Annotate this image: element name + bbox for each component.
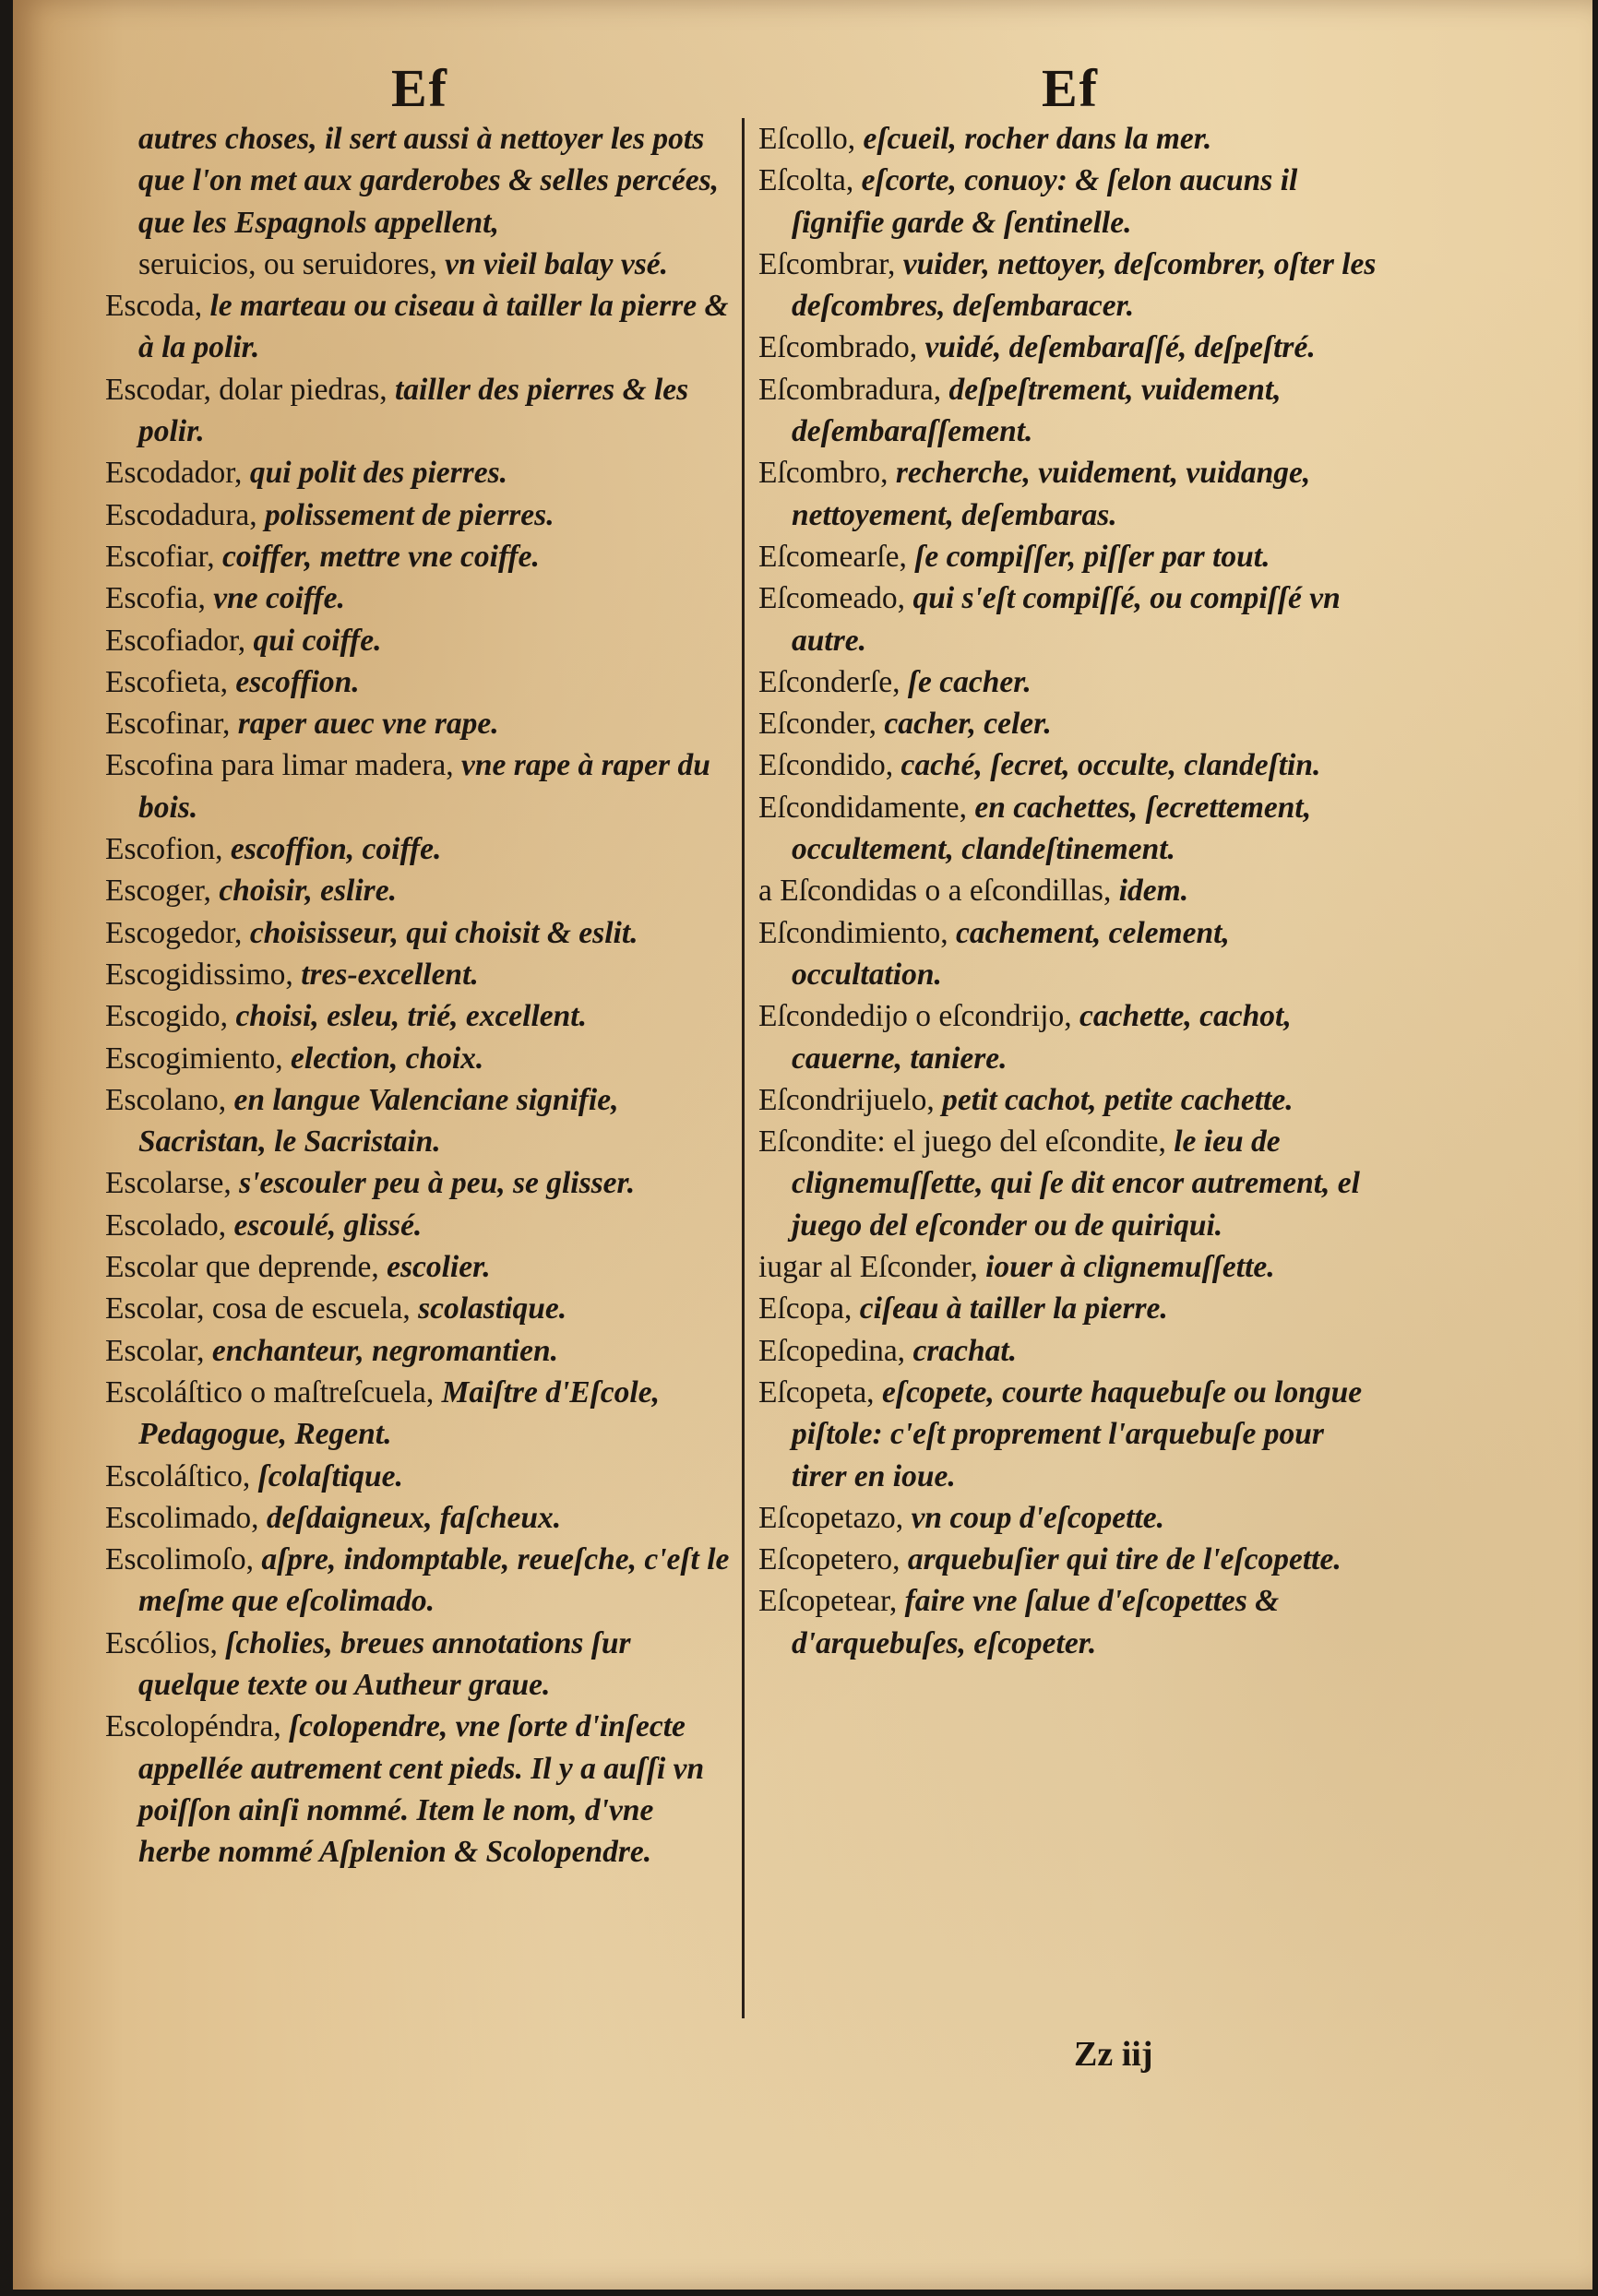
dictionary-page: [13, 0, 1592, 2290]
dictionary-entry: [758, 452, 1377, 536]
dictionary-entry: [758, 327, 1377, 368]
entry-headword: Eſcombradura,: [758, 372, 949, 407]
entry-translation: vne rape à raper du bois.: [138, 748, 710, 825]
entry-headword: Escolano,: [105, 1082, 234, 1117]
entry-translation: deſpeſtrement, vuidement, deſembaraſſement.: [792, 372, 1282, 449]
dictionary-entry: [105, 1456, 733, 1497]
dictionary-entry: [105, 870, 733, 911]
entry-headword: Eſcopa,: [758, 1291, 860, 1326]
entry-headword: Escodar, dolar piedras,: [105, 372, 395, 407]
entry-headword: Eſcomeado,: [758, 581, 913, 616]
entry-headword: Escolarse,: [105, 1166, 240, 1201]
entry-translation: le marteau ou ciseau à tailler la pierre & à la polir.: [138, 289, 729, 365]
entry-translation: choisi, esleu, trié, excellent.: [235, 999, 587, 1034]
entry-translation: ſcolaſtique.: [257, 1458, 403, 1493]
entry-headword: Escofiador,: [105, 623, 254, 658]
dictionary-entry: [105, 995, 733, 1037]
entry-translation: ſcholies, breues annotations ſur quelque texte ou Autheur graue.: [138, 1625, 631, 1702]
entry-translation: iouer à clignemuſſette.: [985, 1250, 1275, 1285]
dictionary-entry: [758, 1372, 1377, 1497]
entry-translation: en langue Valenciane signifie, Sacristan, le Sacristain.: [138, 1082, 619, 1160]
entry-translation: aſpre, indomptable, reueſche, c'eſt le meſme que eſcolimado.: [138, 1542, 730, 1619]
entry-headword: Eſcopetazo,: [758, 1500, 912, 1535]
entry-translation: escoffion, coiffe.: [230, 832, 442, 867]
column-divider: [742, 118, 745, 2018]
entry-headword: Eſcondido,: [758, 748, 901, 783]
entry-translation: qui polit des pierres.: [249, 456, 507, 491]
entry-translation: tailler des pierres & les polir.: [138, 372, 689, 449]
dictionary-entry: [105, 703, 733, 744]
dictionary-entry: [105, 661, 733, 703]
entry-translation: crachat.: [912, 1333, 1018, 1368]
dictionary-entry: [758, 1330, 1377, 1372]
dictionary-entry: [758, 1246, 1377, 1288]
entry-translation: caché, ſecret, occulte, clandeſtin.: [900, 748, 1321, 783]
dictionary-entry: [758, 160, 1377, 244]
dictionary-entry: [105, 1288, 733, 1329]
dictionary-entry: [105, 494, 733, 536]
entry-headword: seruicios, ou seruidores,: [138, 246, 446, 281]
entry-translation: le ieu de clignemuſſette, qui ſe dit encor autrement, el juego del eſconder ou de quiriqui.: [792, 1124, 1360, 1243]
entry-headword: Eſcomearſe,: [758, 539, 915, 574]
entry-translation: cachette, cachot, cauerne, taniere.: [792, 999, 1292, 1076]
entry-translation: ſe cacher.: [907, 664, 1032, 699]
entry-headword: Escoláſtico,: [105, 1458, 258, 1493]
entry-translation: escolier.: [387, 1250, 491, 1285]
dictionary-entry: [105, 577, 733, 619]
dictionary-entry: [758, 1079, 1377, 1121]
entry-headword: Escofion,: [105, 832, 231, 867]
dictionary-entry: [105, 1246, 733, 1288]
dictionary-entry: [105, 1079, 733, 1163]
entry-translation: enchanteur, negromantien.: [211, 1333, 558, 1368]
dictionary-entry: [758, 1497, 1377, 1539]
entry-translation: faire vne ſalue d'eſcopettes & d'arquebuſes, eſcopeter.: [792, 1584, 1280, 1660]
dictionary-entry: [105, 954, 733, 995]
dictionary-entry: [105, 1372, 733, 1456]
dictionary-entry: [758, 118, 1377, 160]
entry-translation: tres-excellent.: [301, 957, 479, 992]
dictionary-entry: [105, 1623, 733, 1707]
entry-headword: Escogedor,: [105, 915, 250, 950]
entry-headword: Escolopéndra,: [105, 1709, 290, 1744]
entry-headword: Eſcombrar,: [758, 246, 903, 281]
right-column: [758, 118, 1377, 1664]
entry-translation: arquebuſier qui tire de l'eſcopette.: [907, 1542, 1342, 1577]
entry-headword: Escolimoſo,: [105, 1542, 262, 1577]
entry-translation: deſdaigneux, faſcheux.: [266, 1500, 562, 1535]
entry-translation: ſe compiſſer, piſſer par tout.: [914, 539, 1270, 574]
entry-headword: Escodador,: [105, 456, 250, 491]
entry-translation: polissement de pierres.: [265, 497, 555, 532]
entry-translation: s'escouler peu à peu, se glisser.: [239, 1166, 636, 1201]
entry-headword: Eſcopetear,: [758, 1584, 905, 1619]
running-head-right: Ef: [1042, 58, 1099, 118]
entry-translation: escoulé, glissé.: [233, 1207, 423, 1243]
entry-headword: Escodadura,: [105, 497, 266, 532]
entry-translation: vuidé, deſembaraſſé, deſpeſtré.: [924, 330, 1316, 365]
entry-translation: recherche, vuidement, vuidange, nettoyement, deſembaras.: [792, 456, 1311, 532]
dictionary-entry: [105, 1539, 733, 1623]
entry-translation: petit cachot, petite cachette.: [942, 1082, 1294, 1117]
dictionary-entry: [758, 244, 1377, 327]
entry-headword: Escolimado,: [105, 1500, 267, 1535]
dictionary-entry: [105, 1205, 733, 1246]
entry-translation: eſcopete, courte haquebuſe ou longue piſtole: c'eſt proprement l'arquebuſe pour tirer en ioue.: [792, 1374, 1363, 1493]
entry-translation: escoffion.: [235, 664, 360, 699]
dictionary-entry: [105, 369, 733, 453]
dictionary-entry: [105, 1497, 733, 1539]
entry-headword: Eſcondidamente,: [758, 790, 975, 825]
entry-headword: Eſcopetero,: [758, 1542, 908, 1577]
entry-headword: Eſcondrijuelo,: [758, 1082, 943, 1117]
entry-headword: Escoger,: [105, 874, 220, 909]
entry-headword: Eſcopedina,: [758, 1333, 913, 1368]
dictionary-entry: [105, 828, 733, 870]
entry-translation: election, choix.: [290, 1041, 484, 1076]
entry-headword: Eſcopeta,: [758, 1374, 882, 1410]
entry-translation: choisir, eslire.: [219, 874, 397, 909]
entry-headword: a Eſcondidas o a eſcondillas,: [758, 874, 1119, 909]
dictionary-entry: [758, 744, 1377, 786]
dictionary-entry: [105, 1162, 733, 1204]
entry-headword: Escofiar,: [105, 539, 223, 574]
dictionary-entry: [758, 870, 1377, 911]
dictionary-entry: [758, 787, 1377, 871]
dictionary-entry: [105, 452, 733, 494]
dictionary-entry: [758, 995, 1377, 1079]
entry-translation: cachement, celement, occultation.: [792, 915, 1230, 992]
entry-translation: vn coup d'eſcopette.: [911, 1500, 1164, 1535]
dictionary-entry: [758, 661, 1377, 703]
dictionary-entry: [105, 912, 733, 954]
entry-translation: Maiſtre d'Eſcole, Pedagogue, Regent.: [138, 1374, 660, 1452]
entry-translation: vn vieil balay vsé.: [445, 246, 669, 281]
entry-translation: choisisseur, qui choisit & eslit.: [249, 915, 638, 950]
entry-headword: Escoda,: [105, 289, 210, 324]
entry-headword: Escolar,: [105, 1333, 212, 1368]
entry-headword: Eſconder,: [758, 707, 885, 742]
entry-headword: Escólios,: [105, 1625, 226, 1660]
entry-translation: ciſeau à tailler la pierre.: [859, 1291, 1168, 1326]
entry-headword: Eſcollo,: [758, 122, 864, 156]
entry-translation: coiffer, mettre vne coiffe.: [222, 539, 540, 574]
entry-headword: Eſconderſe,: [758, 664, 908, 699]
entry-headword: Escofieta,: [105, 664, 236, 699]
entry-translation: autres choses, il sert aussi à nettoyer les pots que l'on met aux garderobes & selles percées, que les Espagnols appellent,: [138, 122, 719, 240]
dictionary-entry: [105, 536, 733, 577]
dictionary-entry: [758, 369, 1377, 453]
entry-headword: Eſcombro,: [758, 456, 896, 491]
entry-headword: Escoláſtico o maſtreſcuela,: [105, 1374, 442, 1410]
entry-translation: en cachettes, ſecrettement, occultement, clandeſtinement.: [792, 790, 1312, 867]
dictionary-entry: [758, 577, 1377, 661]
dictionary-entry: [105, 1038, 733, 1079]
entry-translation: vuider, nettoyer, deſcombrer, oſter les deſcombres, deſembaracer.: [792, 246, 1377, 324]
dictionary-entry: [758, 1539, 1377, 1580]
dictionary-entry: [758, 912, 1377, 996]
entry-headword: Eſcondedijo o eſcondrijo,: [758, 999, 1079, 1034]
dictionary-entry: [758, 536, 1377, 577]
dictionary-entry: [105, 244, 733, 285]
dictionary-entry: [758, 1288, 1377, 1329]
entry-translation: eſcueil, rocher dans la mer.: [863, 122, 1212, 156]
dictionary-entry: [105, 744, 733, 828]
dictionary-entry: [105, 1330, 733, 1372]
entry-headword: Eſcondimiento,: [758, 915, 956, 950]
entry-translation: scolastique.: [418, 1291, 567, 1326]
dictionary-entry: [758, 703, 1377, 744]
entry-headword: Eſcolta,: [758, 163, 862, 198]
entry-headword: Escofinar,: [105, 707, 238, 742]
dictionary-entry: [105, 285, 733, 369]
left-column: [105, 118, 733, 1873]
entry-headword: Escogimiento,: [105, 1041, 291, 1076]
entry-headword: Escofina para limar madera,: [105, 748, 461, 783]
entry-translation: cacher, celer.: [884, 707, 1052, 742]
entry-headword: Eſcondite: el juego del eſcondite,: [758, 1124, 1175, 1160]
running-head-left: Ef: [391, 58, 448, 118]
dictionary-entry: [105, 1706, 733, 1873]
entry-headword: Escogido,: [105, 999, 236, 1034]
dictionary-entry: [758, 1580, 1377, 1664]
entry-translation: ſcolopendre, vne ſorte d'inſecte appellée autrement cent pieds. Il y a auſſi vn poiſſon ainſi nommé. Item le nom, d'vne herbe nommé Aſplenion & Scolopendre.: [138, 1709, 705, 1870]
dictionary-entry: [105, 620, 733, 661]
entry-headword: Escofia,: [105, 581, 214, 616]
entry-headword: iugar al Eſconder,: [758, 1250, 986, 1285]
entry-headword: Escolar, cosa de escuela,: [105, 1291, 419, 1326]
entry-headword: Eſcombrado,: [758, 330, 925, 365]
dictionary-entry: [105, 118, 733, 244]
entry-translation: eſcorte, conuoy: & ſelon aucuns il ſignifie garde & ſentinelle.: [792, 163, 1298, 240]
entry-translation: raper auec vne rape.: [237, 707, 499, 742]
entry-translation: idem.: [1118, 874, 1189, 909]
signature-mark: Zz iij: [1074, 2035, 1153, 2074]
entry-headword: Escolado,: [105, 1207, 234, 1243]
entry-headword: Escolar que deprende,: [105, 1250, 388, 1285]
entry-translation: qui s'eſt compiſſé, ou compiſſé vn autre.: [792, 581, 1341, 658]
entry-translation: qui coiffe.: [253, 623, 382, 658]
entry-headword: Escogidissimo,: [105, 957, 302, 992]
dictionary-entry: [758, 1121, 1377, 1246]
entry-translation: vne coiffe.: [213, 581, 345, 616]
